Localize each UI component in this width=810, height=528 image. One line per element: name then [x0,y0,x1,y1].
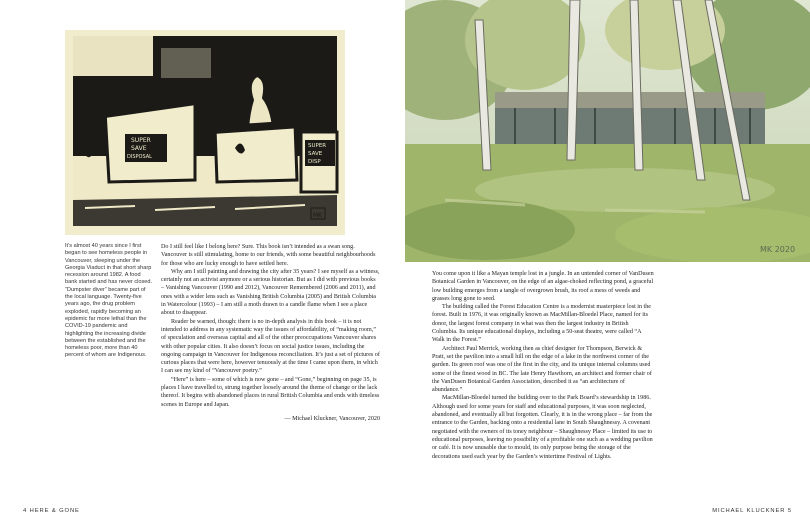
right-paragraph-3: Architect Paul Merrick, working then as chief designer for Thompson, Berwick & Pratt, set the pavilion into a small hill on the edge of a lake in the northwest corner of the garden. Its green roof was one of the first in the city, and its unique internal columns used some of the finest wood in BC. The late Henry Hawthorn, an architect and former chair of the VanDusen Botanical Garden Association, described it as “an architecture of abundance.” [432,345,652,394]
dumpster-left-label-2: SAVE [131,145,147,152]
illustration-caption: It’s almost 40 years since I first began to see homeless people in Vancouver, sleeping under the Georgia Viaduct in that short sharp recession around 1982. A food bank started and has never closed. “Dumpster diver” became part of the local language. Twenty-five years ago, the drug problem exploded, rapidly becoming an epidemic far more lethal than the COVID-19 pandemic and highlighting the increasing divide between the established and the homeless poor, more than 40 percent of whom are Indigenous. [65,243,153,359]
right-paragraph-2: The building called the Forest Education Centre is a modernist masterpiece lost in the forest. Built in 1976, it was originally known as MacMillan-Bloedel Place, named for its donor, the largest forest company in what was then the largest industry in British Columbia. Its unique educational displays, including a 50-seat theatre, were called “A Walk in the Forest.” [432,304,651,344]
right-paragraph-1: You come upon it like a Mayan temple lost in a jungle. In an untended corner of VanDusen Botanical Garden in Vancouver, on the edge of an algae-choked reflecting pond, a graceful low building emerges from a tangle of overgrown brush, its roof a mess of weeds and grasses long gone to seed. [432,271,654,302]
author-signature: — Michael Kluckner, Vancouver, 2020 [284,415,380,422]
dumpster-right-label-2: SAVE [308,151,323,157]
left-paragraph-4: “Here” is here – some of which is now gone – and “Gone,” beginning on page 35, is places I have travelled to, strung together loosely around the theme of change or the lack thereof. It begins with abandoned places in rural British Columbia and ends with timeless scenes in Europe and Japan. [161,376,380,408]
dumpster-right-label-1: SUPER [308,143,327,149]
left-paragraph-2: Why am I still painting and drawing the city after 35 years? I see myself as a witness, certainly not an activist anymore or a serious historian. But as I did with previous books – Vanishing Vancouver (1990 and 2012), Vancouver Remembered (2006 and 2011), and ones with a wider lens such as Vanishing British Columbia (2005) and British Columbia in Watercolour (1993) – I am still a moth drawn to a candle flame when I see a place about to disappear. [161,268,380,317]
right-paragraph-4: MacMillan-Bloedel turned the building over to the Park Board’s stewardship in 1986. Although used for some years for staff and educational purposes, it was soon neglected, abandoned, and eventually all but forgotten. Clearly, it is in the wrong place – far from the entrance to the Garden, backing onto a residential lane in South Shaughnessy. A covenant negotiated with the owners of its toney neighbour – Shaughnessy Place – limited its use to educational purposes, leaving no possibility of a profitable one such as a wedding pavilion or café. It is now unusable due to mould, its only purpose being the storage of the decorations used each year by the Garden’s wintertime Festival of Lights. [432,395,653,460]
dumpster-linocut-illustration [65,30,345,235]
painting-signature: MK 2020 [760,245,796,254]
dumpster-right-label-3: DISP [308,159,321,165]
dumpster-left-label-3: DISPOSAL [127,154,152,160]
artist-monogram: MK [313,212,323,219]
right-page-body [432,270,654,461]
dumpster-left-label-1: SUPER [131,137,151,144]
left-paragraph-3: Reader be warned, though: there is no in-depth analysis in this book – it is not intended to address in any systematic way the issues of affordability, of “making room,” of speculation and overseas capital and all of the other preoccupations Vancouver shares with other popular cities. It also doesn’t focus on social justice issues, including the ongoing campaign in Vancouver for Indigenous reconciliation. It’s just a set of pictures of curious places that were here, however tenuously at the time I came upon them, in which I can see my kind of “Vancouver poetry.” [161,318,380,375]
left-page-body [161,243,380,423]
forest-pavilion-watercolour [405,0,810,262]
folio-left: 4 HERE & GONE [23,508,80,514]
left-paragraph-1: Do I still feel like I belong here? Sure. This book isn’t intended as a swan song. Vancouver is still stimulating, home to our friends, with some beautiful neighbourhoods for those who are lucky enough to have settled here. [161,244,376,267]
folio-right: MICHAEL KLUCKNER 5 [712,508,792,514]
